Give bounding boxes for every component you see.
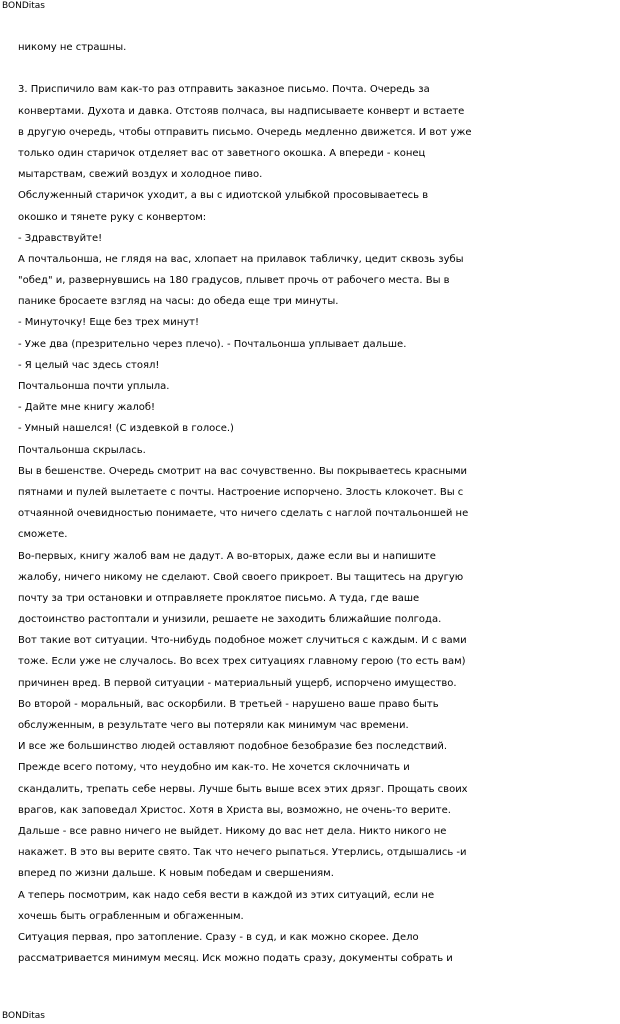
text-line: 3. Приспичило вам как-то раз отправить заказное письмо. Почта. Очередь за xyxy=(18,84,430,96)
text-line: почту за три остановки и отправляете проклятое письмо. А туда, где ваше xyxy=(18,592,420,604)
text-line: достоинство растоптали и унизили, решаете не заходить ближайшие полгода. xyxy=(18,614,442,626)
text-line: хочешь быть ограбленным и обгаженным. xyxy=(18,910,244,922)
text-line: обслуженным, в результате чего вы потеряли как минимум час времени. xyxy=(18,720,409,731)
text-line: - Здравствуйте! xyxy=(18,232,103,244)
text-line: Вы в бешенстве. Очередь смотрит на вас сочувственно. Вы покрываетесь красными xyxy=(18,465,468,477)
page-footer: BONDitas xyxy=(2,1011,45,1021)
text-line: конвертами. Духота и давка. Отстояв полчаса, вы надписываете конверт и встаете xyxy=(18,105,465,117)
text-line: - Минуточку! Еще без трех минут! xyxy=(18,317,200,329)
text-line: Во второй - моральный, вас оскорбили. В третьей - нарушено ваше право быть xyxy=(18,698,439,710)
text-line: - Умный нашелся! (С издевкой в голосе.) xyxy=(18,423,234,435)
page-header: BONDitas xyxy=(2,1,45,11)
text-line: "обед" и, развернувшись на 180 градусов, плывет прочь от рабочего места. Вы в xyxy=(18,275,450,287)
text-line: Вот такие вот ситуации. Что-нибудь подобное может случиться с каждым. И с вами xyxy=(18,635,467,647)
text-line: - Я целый час здесь стоял! xyxy=(18,359,160,371)
text-line: никому не страшны. xyxy=(18,42,127,53)
text-line: вперед по жизни дальше. К новым победам и свершениям. xyxy=(18,868,334,880)
text-line: Почтальонша скрылась. xyxy=(18,444,146,456)
text-line: только один старичок отделяет вас от заветного окошка. А впереди - конец xyxy=(18,147,426,159)
text-line: жалобу, ничего никому не сделают. Свой своего прикроет. Вы тащитесь на другую xyxy=(18,571,464,583)
text-line: скандалить, трепать себе нервы. Лучше быть выше всех этих дрязг. Прощать своих xyxy=(18,783,468,795)
text-line: в другую очередь, чтобы отправить письмо. Очередь медленно движется. И вот уже xyxy=(18,126,472,138)
text-line: А теперь посмотрим, как надо себя вести в каждой из этих ситуаций, если не xyxy=(18,889,435,901)
text-line: Прежде всего потому, что неудобно им как-то. Не хочется склочничать и xyxy=(18,762,410,774)
text-line: рассматривается минимум месяц. Иск можно подать сразу, документы собрать и xyxy=(18,953,453,965)
text-line: Дальше - все равно ничего не выйдет. Никому до вас нет дела. Никто никого не xyxy=(18,825,447,837)
document-body xyxy=(18,37,618,969)
text-line: накажет. В это вы верите свято. Так что нечего рыпаться. Утерлись, отдышались -и xyxy=(18,847,467,859)
text-line: - Дайте мне книгу жалоб! xyxy=(18,402,156,414)
text-line: причинен вред. В первой ситуации - материальный ущерб, испорчено имущество. xyxy=(18,677,457,689)
text-line: И все же большинство людей оставляют подобное безобразие без последствий. xyxy=(18,741,448,753)
text-line: Почтальонша почти уплыла. xyxy=(18,381,170,392)
text-line: А почтальонша, не глядя на вас, хлопает на прилавок табличку, цедит сквозь зубы xyxy=(18,253,464,265)
text-line: - Уже два (презрительно через плечо). - Почтальонша уплывает дальше. xyxy=(18,338,407,350)
text-line: врагов, как заповедал Христос. Хотя в Христа вы, возможно, не очень-то верите. xyxy=(18,804,451,816)
text-line: панике бросаете взгляд на часы: до обеда еще три минуты. xyxy=(18,296,339,308)
paragraph-gap xyxy=(18,58,618,79)
text-line: сможете. xyxy=(18,529,68,541)
text-line: Во-первых, книгу жалоб вам не дадут. А во-вторых, даже если вы и напишите xyxy=(18,550,436,562)
text-line: пятнами и пулей вылетаете с почты. Настроение испорчено. Злость клокочет. Вы с xyxy=(18,486,464,498)
text-line: отчаянной очевидностью понимаете, что ничего сделать с наглой почтальоншей не xyxy=(18,508,469,520)
text-line: окошко и тянете руку с конвертом: xyxy=(18,211,207,223)
text-line: Ситуация первая, про затопление. Сразу - в суд, и как можно скорее. Дело xyxy=(18,931,419,943)
text-line: тоже. Если уже не случалось. Во всех трех ситуациях главному герою (то есть вам) xyxy=(18,656,466,668)
text-line: мытарствам, свежий воздух и холодное пиво. xyxy=(18,169,263,181)
text-line: Обслуженный старичок уходит, а вы с идиотской улыбкой просовываетесь в xyxy=(18,190,429,202)
